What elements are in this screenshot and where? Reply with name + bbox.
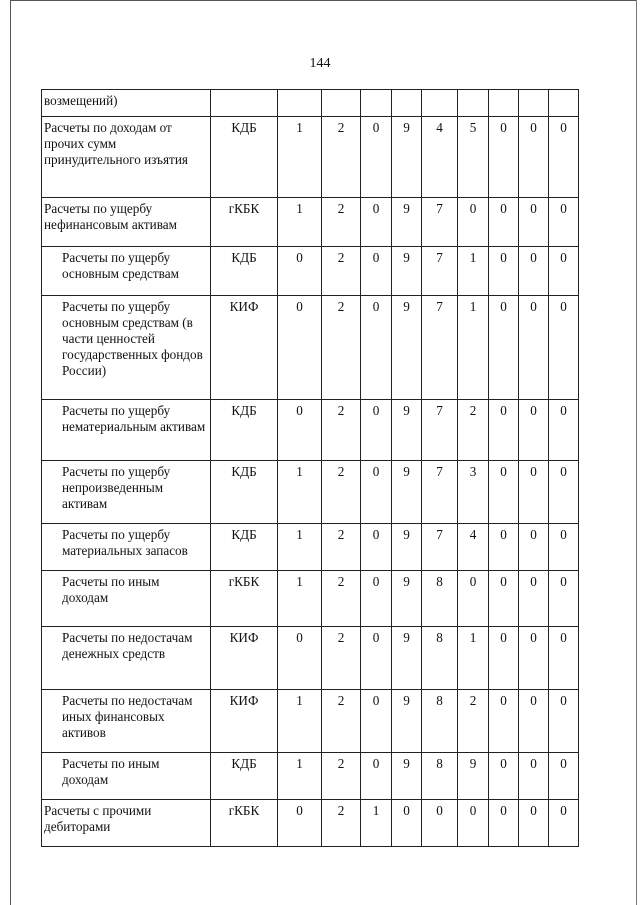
table-row bbox=[42, 296, 579, 400]
account-digit-cell: 9 bbox=[392, 117, 422, 198]
account-digit-cell: 1 bbox=[278, 198, 322, 247]
account-code-cell: КИФ bbox=[211, 690, 278, 753]
account-digit-cell: 2 bbox=[458, 690, 489, 753]
account-digit-cell: 0 bbox=[519, 247, 549, 296]
table-row bbox=[42, 753, 579, 800]
account-digit-cell: 9 bbox=[392, 524, 422, 571]
account-code-cell bbox=[211, 90, 278, 117]
account-digit-cell bbox=[519, 90, 549, 117]
account-digit-cell: 0 bbox=[458, 571, 489, 627]
table-row bbox=[42, 461, 579, 524]
account-digit-cell: 0 bbox=[519, 627, 549, 690]
account-digit-cell: 0 bbox=[549, 296, 579, 400]
account-digit-cell: 1 bbox=[458, 247, 489, 296]
account-digit-cell: 0 bbox=[458, 198, 489, 247]
account-digit-cell: 0 bbox=[549, 690, 579, 753]
account-digit-cell: 0 bbox=[278, 296, 322, 400]
account-digit-cell: 0 bbox=[489, 296, 519, 400]
account-digit-cell: 7 bbox=[422, 198, 458, 247]
account-code-cell: КИФ bbox=[211, 296, 278, 400]
account-digit-cell: 3 bbox=[458, 461, 489, 524]
table-row bbox=[42, 247, 579, 296]
account-digit-cell: 1 bbox=[278, 524, 322, 571]
account-digit-cell: 0 bbox=[549, 571, 579, 627]
account-digit-cell: 0 bbox=[361, 690, 392, 753]
account-digit-cell: 2 bbox=[458, 400, 489, 461]
account-digit-cell: 0 bbox=[519, 296, 549, 400]
account-digit-cell bbox=[392, 90, 422, 117]
account-digit-cell: 0 bbox=[489, 690, 519, 753]
account-digit-cell: 0 bbox=[361, 571, 392, 627]
account-code-cell: гКБК bbox=[211, 571, 278, 627]
account-digit-cell: 0 bbox=[361, 524, 392, 571]
account-digit-cell: 2 bbox=[322, 400, 361, 461]
account-digit-cell: 0 bbox=[519, 571, 549, 627]
account-name-cell: возмещений) bbox=[42, 90, 211, 117]
account-digit-cell: 1 bbox=[458, 296, 489, 400]
account-digit-cell: 1 bbox=[278, 753, 322, 800]
account-digit-cell: 7 bbox=[422, 524, 458, 571]
account-digit-cell: 0 bbox=[519, 690, 549, 753]
account-code-cell: КДБ bbox=[211, 524, 278, 571]
account-digit-cell: 0 bbox=[489, 524, 519, 571]
account-digit-cell bbox=[278, 90, 322, 117]
account-digit-cell: 1 bbox=[361, 800, 392, 847]
account-digit-cell: 0 bbox=[519, 753, 549, 800]
account-digit-cell: 0 bbox=[278, 627, 322, 690]
account-name-cell: Расчеты по ущербу основным средствам bbox=[42, 247, 211, 296]
account-digit-cell: 9 bbox=[392, 400, 422, 461]
table-body bbox=[42, 90, 579, 847]
account-digit-cell: 8 bbox=[422, 753, 458, 800]
account-code-cell: гКБК bbox=[211, 198, 278, 247]
account-digit-cell bbox=[322, 90, 361, 117]
account-code-cell: КДБ bbox=[211, 247, 278, 296]
account-digit-cell: 0 bbox=[361, 400, 392, 461]
account-digit-cell: 0 bbox=[519, 400, 549, 461]
account-digit-cell: 0 bbox=[549, 198, 579, 247]
account-digit-cell: 0 bbox=[549, 461, 579, 524]
account-digit-cell: 0 bbox=[549, 400, 579, 461]
account-digit-cell: 2 bbox=[322, 296, 361, 400]
account-digit-cell: 1 bbox=[278, 571, 322, 627]
account-digit-cell: 1 bbox=[278, 117, 322, 198]
account-digit-cell: 7 bbox=[422, 461, 458, 524]
account-digit-cell: 2 bbox=[322, 247, 361, 296]
account-digit-cell: 0 bbox=[278, 400, 322, 461]
page-number: 144 bbox=[309, 56, 331, 71]
account-digit-cell: 0 bbox=[422, 800, 458, 847]
account-code-cell: КДБ bbox=[211, 461, 278, 524]
account-digit-cell: 0 bbox=[519, 800, 549, 847]
account-digit-cell: 9 bbox=[392, 247, 422, 296]
account-digit-cell: 2 bbox=[322, 198, 361, 247]
account-name-cell: Расчеты по недостачам иных финансовых активов bbox=[42, 690, 211, 753]
account-name-cell: Расчеты по ущербу основным средствам (в части ценностей государственных фондов России) bbox=[42, 296, 211, 400]
account-name-cell: Расчеты по ущербу нефинансовым активам bbox=[42, 198, 211, 247]
table-row bbox=[42, 571, 579, 627]
account-digit-cell: 9 bbox=[392, 627, 422, 690]
account-digit-cell: 0 bbox=[489, 571, 519, 627]
table-row bbox=[42, 627, 579, 690]
account-name-cell: Расчеты по иным доходам bbox=[42, 753, 211, 800]
account-digit-cell: 8 bbox=[422, 571, 458, 627]
account-digit-cell: 0 bbox=[549, 247, 579, 296]
account-digit-cell: 0 bbox=[519, 198, 549, 247]
account-digit-cell: 4 bbox=[458, 524, 489, 571]
account-digit-cell: 1 bbox=[278, 461, 322, 524]
account-digit-cell: 0 bbox=[549, 753, 579, 800]
account-digit-cell: 9 bbox=[392, 753, 422, 800]
table-row bbox=[42, 524, 579, 571]
account-digit-cell: 0 bbox=[458, 800, 489, 847]
account-digit-cell: 0 bbox=[549, 627, 579, 690]
account-digit-cell: 0 bbox=[361, 627, 392, 690]
account-digit-cell: 7 bbox=[422, 400, 458, 461]
account-digit-cell: 2 bbox=[322, 800, 361, 847]
account-digit-cell: 2 bbox=[322, 117, 361, 198]
account-name-cell: Расчеты по ущербу непроизведенным активам bbox=[42, 461, 211, 524]
account-digit-cell: 2 bbox=[322, 524, 361, 571]
account-digit-cell: 0 bbox=[489, 400, 519, 461]
account-name-cell: Расчеты по доходам от прочих сумм принудительного изъятия bbox=[42, 117, 211, 198]
page-border-left bbox=[10, 0, 11, 905]
account-code-cell: КДБ bbox=[211, 400, 278, 461]
account-digit-cell: 0 bbox=[361, 296, 392, 400]
account-digit-cell: 0 bbox=[361, 461, 392, 524]
account-digit-cell: 0 bbox=[361, 247, 392, 296]
table-row bbox=[42, 117, 579, 198]
account-digit-cell: 9 bbox=[392, 571, 422, 627]
account-digit-cell: 0 bbox=[489, 247, 519, 296]
account-digit-cell bbox=[549, 90, 579, 117]
account-digit-cell bbox=[458, 90, 489, 117]
account-code-cell: гКБК bbox=[211, 800, 278, 847]
account-name-cell: Расчеты с прочими дебиторами bbox=[42, 800, 211, 847]
account-digit-cell: 8 bbox=[422, 627, 458, 690]
account-digit-cell: 9 bbox=[392, 461, 422, 524]
account-digit-cell: 2 bbox=[322, 690, 361, 753]
account-digit-cell: 9 bbox=[392, 198, 422, 247]
account-digit-cell: 1 bbox=[458, 627, 489, 690]
account-digit-cell bbox=[361, 90, 392, 117]
account-digit-cell: 0 bbox=[489, 198, 519, 247]
account-digit-cell: 0 bbox=[549, 524, 579, 571]
account-digit-cell: 9 bbox=[458, 753, 489, 800]
account-digit-cell: 7 bbox=[422, 296, 458, 400]
account-digit-cell: 0 bbox=[489, 800, 519, 847]
account-digit-cell: 0 bbox=[519, 524, 549, 571]
table-row bbox=[42, 800, 579, 847]
account-digit-cell: 0 bbox=[519, 117, 549, 198]
account-name-cell: Расчеты по недостачам денежных средств bbox=[42, 627, 211, 690]
table-row bbox=[42, 90, 579, 117]
account-digit-cell: 8 bbox=[422, 690, 458, 753]
account-digit-cell: 2 bbox=[322, 461, 361, 524]
page-border-top bbox=[10, 0, 636, 1]
account-digit-cell: 1 bbox=[278, 690, 322, 753]
account-digit-cell: 0 bbox=[549, 800, 579, 847]
account-name-cell: Расчеты по ущербу нематериальным активам bbox=[42, 400, 211, 461]
account-digit-cell: 2 bbox=[322, 627, 361, 690]
account-digit-cell: 0 bbox=[489, 627, 519, 690]
account-digit-cell: 0 bbox=[489, 753, 519, 800]
account-digit-cell: 2 bbox=[322, 571, 361, 627]
account-digit-cell: 9 bbox=[392, 296, 422, 400]
account-digit-cell: 0 bbox=[392, 800, 422, 847]
account-digit-cell: 0 bbox=[361, 753, 392, 800]
account-digit-cell: 4 bbox=[422, 117, 458, 198]
table-row bbox=[42, 690, 579, 753]
page-border-right bbox=[636, 0, 637, 905]
table-row bbox=[42, 198, 579, 247]
account-digit-cell: 0 bbox=[489, 117, 519, 198]
table-row bbox=[42, 400, 579, 461]
account-code-cell: КДБ bbox=[211, 753, 278, 800]
account-digit-cell: 7 bbox=[422, 247, 458, 296]
account-code-cell: КИФ bbox=[211, 627, 278, 690]
account-digit-cell bbox=[422, 90, 458, 117]
account-digit-cell: 0 bbox=[361, 198, 392, 247]
account-name-cell: Расчеты по ущербу материальных запасов bbox=[42, 524, 211, 571]
account-digit-cell: 5 bbox=[458, 117, 489, 198]
account-digit-cell: 0 bbox=[278, 800, 322, 847]
account-digit-cell: 9 bbox=[392, 690, 422, 753]
account-digit-cell: 0 bbox=[519, 461, 549, 524]
accounts-table bbox=[41, 89, 579, 847]
account-digit-cell: 0 bbox=[361, 117, 392, 198]
account-digit-cell: 0 bbox=[278, 247, 322, 296]
account-digit-cell: 0 bbox=[549, 117, 579, 198]
account-name-cell: Расчеты по иным доходам bbox=[42, 571, 211, 627]
account-code-cell: КДБ bbox=[211, 117, 278, 198]
account-digit-cell: 0 bbox=[489, 461, 519, 524]
account-digit-cell: 2 bbox=[322, 753, 361, 800]
account-digit-cell bbox=[489, 90, 519, 117]
